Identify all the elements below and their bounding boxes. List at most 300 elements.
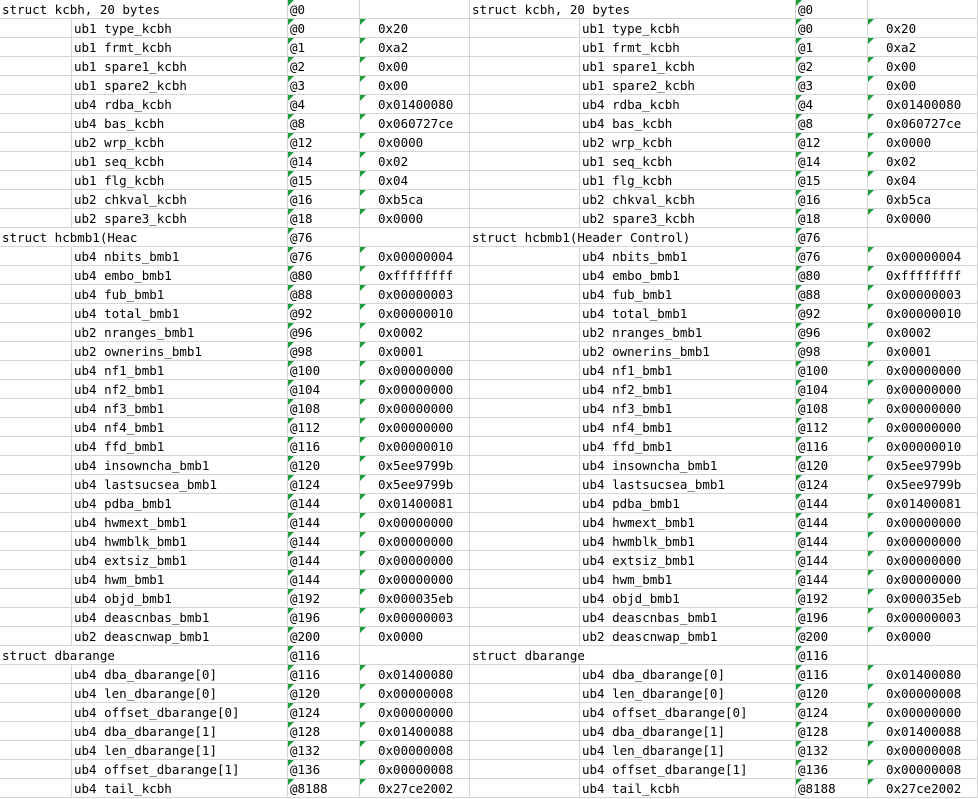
- value-cell[interactable]: 0x0001: [868, 342, 978, 361]
- field-name-cell[interactable]: ub4 dba_dbarange[0]: [72, 665, 288, 684]
- empty-cell[interactable]: [470, 513, 580, 532]
- empty-cell[interactable]: [0, 475, 72, 494]
- empty-cell[interactable]: [470, 437, 580, 456]
- field-name-cell[interactable]: ub4 dba_dbarange[1]: [72, 722, 288, 741]
- empty-cell[interactable]: [0, 741, 72, 760]
- empty-cell[interactable]: [0, 418, 72, 437]
- offset-cell[interactable]: @116: [288, 665, 360, 684]
- empty-cell[interactable]: [470, 323, 580, 342]
- empty-cell[interactable]: [0, 456, 72, 475]
- field-name-cell[interactable]: ub4 len_dbarange[1]: [580, 741, 796, 760]
- value-cell[interactable]: 0x000035eb: [360, 589, 470, 608]
- field-name-cell[interactable]: ub4 offset_dbarange[0]: [72, 703, 288, 722]
- field-name-cell[interactable]: ub1 spare2_kcbh: [580, 76, 796, 95]
- empty-cell[interactable]: [0, 532, 72, 551]
- offset-cell[interactable]: @124: [288, 703, 360, 722]
- offset-cell[interactable]: @136: [288, 760, 360, 779]
- value-cell[interactable]: 0x01400081: [360, 494, 470, 513]
- empty-cell[interactable]: [470, 760, 580, 779]
- empty-cell[interactable]: [470, 304, 580, 323]
- field-name-cell[interactable]: ub4 hwmext_bmb1: [580, 513, 796, 532]
- field-name-cell[interactable]: ub1 spare2_kcbh: [72, 76, 288, 95]
- value-cell[interactable]: 0x04: [360, 171, 470, 190]
- field-name-cell[interactable]: ub2 chkval_kcbh: [580, 190, 796, 209]
- value-cell[interactable]: 0x00000000: [868, 703, 978, 722]
- struct-name-cell[interactable]: struct dbarange: [0, 646, 216, 665]
- offset-cell[interactable]: @88: [288, 285, 360, 304]
- offset-cell[interactable]: @132: [288, 741, 360, 760]
- empty-cell[interactable]: [0, 684, 72, 703]
- value-cell[interactable]: 0x00000000: [360, 703, 470, 722]
- empty-cell[interactable]: [0, 627, 72, 646]
- offset-cell[interactable]: @76: [288, 228, 360, 247]
- value-cell[interactable]: 0x000035eb: [868, 589, 978, 608]
- field-name-cell[interactable]: ub1 flg_kcbh: [580, 171, 796, 190]
- field-name-cell[interactable]: ub4 offset_dbarange[1]: [580, 760, 796, 779]
- offset-cell[interactable]: @128: [796, 722, 868, 741]
- offset-cell[interactable]: @116: [796, 646, 868, 665]
- value-cell[interactable]: 0x00000000: [360, 551, 470, 570]
- field-name-cell[interactable]: ub4 fub_bmb1: [72, 285, 288, 304]
- value-cell[interactable]: 0x20: [360, 19, 470, 38]
- field-name-cell[interactable]: ub2 deascnwap_bmb1: [580, 627, 796, 646]
- empty-cell[interactable]: [0, 57, 72, 76]
- field-name-cell[interactable]: ub4 tail_kcbh: [580, 779, 796, 798]
- empty-cell[interactable]: [470, 342, 580, 361]
- struct-name-cell[interactable]: struct hcbmb1(Header Control): [472, 230, 691, 245]
- value-cell[interactable]: 0x00000003: [360, 285, 470, 304]
- value-cell[interactable]: 0x20: [868, 19, 978, 38]
- value-cell[interactable]: 0x00000000: [360, 418, 470, 437]
- field-name-cell[interactable]: ub4 total_bmb1: [580, 304, 796, 323]
- empty-cell[interactable]: [0, 38, 72, 57]
- empty-cell[interactable]: [470, 19, 580, 38]
- field-name-cell[interactable]: ub1 seq_kcbh: [72, 152, 288, 171]
- offset-cell[interactable]: @108: [288, 399, 360, 418]
- field-name-cell[interactable]: ub4 hwmext_bmb1: [72, 513, 288, 532]
- offset-cell[interactable]: @144: [288, 570, 360, 589]
- value-cell[interactable]: 0x0000: [868, 627, 978, 646]
- field-name-cell[interactable]: ub2 wrp_kcbh: [580, 133, 796, 152]
- offset-cell[interactable]: @116: [796, 437, 868, 456]
- value-cell[interactable]: 0x01400080: [360, 665, 470, 684]
- field-name-cell[interactable]: ub4 dba_dbarange[0]: [580, 665, 796, 684]
- value-cell[interactable]: 0x00000004: [360, 247, 470, 266]
- value-cell[interactable]: 0x00: [360, 76, 470, 95]
- empty-cell[interactable]: [470, 152, 580, 171]
- offset-cell[interactable]: @116: [796, 665, 868, 684]
- offset-cell[interactable]: @116: [288, 646, 360, 665]
- field-name-cell[interactable]: ub2 wrp_kcbh: [72, 133, 288, 152]
- offset-cell[interactable]: @144: [288, 494, 360, 513]
- value-cell[interactable]: 0x0000: [360, 209, 470, 228]
- empty-cell[interactable]: [470, 456, 580, 475]
- value-cell[interactable]: 0x00000000: [868, 532, 978, 551]
- empty-cell[interactable]: [470, 665, 580, 684]
- value-cell[interactable]: 0x00000000: [360, 570, 470, 589]
- field-name-cell[interactable]: ub4 nf1_bmb1: [580, 361, 796, 380]
- empty-cell[interactable]: [470, 285, 580, 304]
- empty-cell[interactable]: [470, 247, 580, 266]
- offset-cell[interactable]: @18: [796, 209, 868, 228]
- value-cell[interactable]: 0x00: [360, 57, 470, 76]
- offset-cell[interactable]: @100: [288, 361, 360, 380]
- offset-cell[interactable]: @2: [796, 57, 868, 76]
- value-cell[interactable]: 0x00000000: [360, 399, 470, 418]
- field-name-cell[interactable]: ub4 nf2_bmb1: [580, 380, 796, 399]
- field-name-cell[interactable]: ub2 nranges_bmb1: [580, 323, 796, 342]
- offset-cell[interactable]: @12: [288, 133, 360, 152]
- field-name-cell[interactable]: ub4 insowncha_bmb1: [72, 456, 288, 475]
- offset-cell[interactable]: @12: [796, 133, 868, 152]
- value-cell[interactable]: 0x00000010: [360, 437, 470, 456]
- empty-cell[interactable]: [0, 285, 72, 304]
- field-name-cell[interactable]: ub4 rdba_kcbh: [580, 95, 796, 114]
- value-cell[interactable]: 0x02: [868, 152, 978, 171]
- empty-cell[interactable]: [0, 342, 72, 361]
- field-name-cell[interactable]: ub2 ownerins_bmb1: [72, 342, 288, 361]
- field-name-cell[interactable]: ub2 spare3_kcbh: [72, 209, 288, 228]
- offset-cell[interactable]: @98: [796, 342, 868, 361]
- offset-cell[interactable]: @120: [288, 684, 360, 703]
- value-cell[interactable]: 0x0000: [868, 133, 978, 152]
- offset-cell[interactable]: @8: [796, 114, 868, 133]
- value-cell[interactable]: 0x5ee9799b: [360, 475, 470, 494]
- value-cell[interactable]: 0x00000010: [868, 304, 978, 323]
- field-name-cell[interactable]: ub4 nf3_bmb1: [580, 399, 796, 418]
- offset-cell[interactable]: @100: [796, 361, 868, 380]
- offset-cell[interactable]: @124: [288, 475, 360, 494]
- field-name-cell[interactable]: ub1 frmt_kcbh: [72, 38, 288, 57]
- offset-cell[interactable]: @8188: [796, 779, 868, 798]
- empty-cell[interactable]: [0, 361, 72, 380]
- value-cell[interactable]: 0x00000000: [868, 380, 978, 399]
- empty-cell[interactable]: [0, 133, 72, 152]
- field-name-cell[interactable]: ub4 extsiz_bmb1: [72, 551, 288, 570]
- field-name-cell[interactable]: ub4 lastsucsea_bmb1: [72, 475, 288, 494]
- value-cell[interactable]: 0x02: [360, 152, 470, 171]
- field-name-cell[interactable]: ub4 objd_bmb1: [580, 589, 796, 608]
- field-name-cell[interactable]: ub4 embo_bmb1: [72, 266, 288, 285]
- empty-cell[interactable]: [470, 266, 580, 285]
- empty-cell[interactable]: [0, 399, 72, 418]
- empty-cell[interactable]: [470, 361, 580, 380]
- offset-cell[interactable]: @8: [288, 114, 360, 133]
- value-cell[interactable]: 0x00: [868, 57, 978, 76]
- value-cell[interactable]: 0x00000000: [360, 513, 470, 532]
- field-name-cell[interactable]: ub4 hwm_bmb1: [580, 570, 796, 589]
- offset-cell[interactable]: @108: [796, 399, 868, 418]
- empty-cell[interactable]: [470, 589, 580, 608]
- value-cell[interactable]: 0x00000000: [360, 361, 470, 380]
- field-name-cell[interactable]: ub4 nbits_bmb1: [580, 247, 796, 266]
- value-cell[interactable]: 0x00000000: [868, 551, 978, 570]
- field-name-cell[interactable]: ub4 hwmblk_bmb1: [72, 532, 288, 551]
- field-name-cell[interactable]: ub4 hwmblk_bmb1: [580, 532, 796, 551]
- offset-cell[interactable]: @15: [288, 171, 360, 190]
- value-cell[interactable]: 0xffffffff: [360, 266, 470, 285]
- value-cell[interactable]: 0x00000000: [360, 532, 470, 551]
- empty-cell[interactable]: [470, 551, 580, 570]
- empty-cell[interactable]: [470, 570, 580, 589]
- field-name-cell[interactable]: ub4 deascnbas_bmb1: [580, 608, 796, 627]
- offset-cell[interactable]: @200: [288, 627, 360, 646]
- field-name-cell[interactable]: ub4 bas_kcbh: [72, 114, 288, 133]
- empty-cell[interactable]: [360, 228, 470, 247]
- offset-cell[interactable]: @104: [288, 380, 360, 399]
- field-name-cell[interactable]: ub4 nbits_bmb1: [72, 247, 288, 266]
- field-name-cell[interactable]: ub4 dba_dbarange[1]: [580, 722, 796, 741]
- empty-cell[interactable]: [470, 779, 580, 798]
- offset-cell[interactable]: @124: [796, 475, 868, 494]
- empty-cell[interactable]: [0, 551, 72, 570]
- value-cell[interactable]: 0x01400080: [868, 665, 978, 684]
- offset-cell[interactable]: @132: [796, 741, 868, 760]
- field-name-cell[interactable]: ub4 rdba_kcbh: [72, 95, 288, 114]
- empty-cell[interactable]: [470, 532, 580, 551]
- value-cell[interactable]: 0x00000008: [360, 741, 470, 760]
- value-cell[interactable]: 0x00: [868, 76, 978, 95]
- value-cell[interactable]: 0x27ce2002: [360, 779, 470, 798]
- value-cell[interactable]: 0x00000000: [868, 513, 978, 532]
- value-cell[interactable]: 0x00000003: [868, 608, 978, 627]
- offset-cell[interactable]: @18: [288, 209, 360, 228]
- empty-cell[interactable]: [470, 76, 580, 95]
- value-cell[interactable]: 0x5ee9799b: [868, 456, 978, 475]
- empty-cell[interactable]: [868, 646, 978, 665]
- empty-cell[interactable]: [0, 513, 72, 532]
- offset-cell[interactable]: @136: [796, 760, 868, 779]
- empty-cell[interactable]: [0, 266, 72, 285]
- value-cell[interactable]: 0x00000004: [868, 247, 978, 266]
- empty-cell[interactable]: [0, 323, 72, 342]
- empty-cell[interactable]: [470, 399, 580, 418]
- offset-cell[interactable]: @4: [796, 95, 868, 114]
- value-cell[interactable]: 0x5ee9799b: [360, 456, 470, 475]
- field-name-cell[interactable]: ub1 spare1_kcbh: [72, 57, 288, 76]
- offset-cell[interactable]: @92: [288, 304, 360, 323]
- value-cell[interactable]: 0x27ce2002: [868, 779, 978, 798]
- offset-cell[interactable]: @76: [796, 247, 868, 266]
- empty-cell[interactable]: [470, 494, 580, 513]
- offset-cell[interactable]: @144: [796, 494, 868, 513]
- offset-cell[interactable]: @92: [796, 304, 868, 323]
- offset-cell[interactable]: @120: [796, 456, 868, 475]
- empty-cell[interactable]: [0, 76, 72, 95]
- empty-cell[interactable]: [0, 171, 72, 190]
- field-name-cell[interactable]: ub1 spare1_kcbh: [580, 57, 796, 76]
- value-cell[interactable]: 0x060727ce: [360, 114, 470, 133]
- empty-cell[interactable]: [470, 741, 580, 760]
- empty-cell[interactable]: [470, 57, 580, 76]
- field-name-cell[interactable]: ub4 embo_bmb1: [580, 266, 796, 285]
- field-name-cell[interactable]: ub2 chkval_kcbh: [72, 190, 288, 209]
- offset-cell[interactable]: @96: [796, 323, 868, 342]
- offset-cell[interactable]: @144: [796, 551, 868, 570]
- offset-cell[interactable]: @98: [288, 342, 360, 361]
- offset-cell[interactable]: @0: [796, 0, 868, 19]
- value-cell[interactable]: 0x01400081: [868, 494, 978, 513]
- offset-cell[interactable]: @200: [796, 627, 868, 646]
- field-name-cell[interactable]: ub4 len_dbarange[1]: [72, 741, 288, 760]
- field-name-cell[interactable]: ub4 pdba_bmb1: [72, 494, 288, 513]
- empty-cell[interactable]: [470, 171, 580, 190]
- field-name-cell[interactable]: ub4 total_bmb1: [72, 304, 288, 323]
- offset-cell[interactable]: @80: [796, 266, 868, 285]
- offset-cell[interactable]: @192: [288, 589, 360, 608]
- value-cell[interactable]: 0x00000000: [868, 418, 978, 437]
- offset-cell[interactable]: @14: [288, 152, 360, 171]
- field-name-cell[interactable]: ub1 type_kcbh: [580, 19, 796, 38]
- field-name-cell[interactable]: ub2 spare3_kcbh: [580, 209, 796, 228]
- field-name-cell[interactable]: ub4 len_dbarange[0]: [580, 684, 796, 703]
- empty-cell[interactable]: [0, 304, 72, 323]
- empty-cell[interactable]: [470, 380, 580, 399]
- empty-cell[interactable]: [0, 703, 72, 722]
- value-cell[interactable]: 0x00000000: [360, 380, 470, 399]
- value-cell[interactable]: 0x00000010: [868, 437, 978, 456]
- empty-cell[interactable]: [470, 133, 580, 152]
- empty-cell[interactable]: [470, 722, 580, 741]
- field-name-cell[interactable]: ub2 deascnwap_bmb1: [72, 627, 288, 646]
- empty-cell[interactable]: [0, 589, 72, 608]
- empty-cell[interactable]: [470, 114, 580, 133]
- struct-name-cell[interactable]: struct hcbmb1(Heac: [0, 228, 216, 247]
- value-cell[interactable]: 0x0000: [360, 133, 470, 152]
- empty-cell[interactable]: [470, 95, 580, 114]
- empty-cell[interactable]: [470, 475, 580, 494]
- empty-cell[interactable]: [0, 437, 72, 456]
- value-cell[interactable]: 0x060727ce: [868, 114, 978, 133]
- empty-cell[interactable]: [470, 684, 580, 703]
- empty-cell[interactable]: [0, 665, 72, 684]
- value-cell[interactable]: 0x00000008: [868, 760, 978, 779]
- offset-cell[interactable]: @1: [796, 38, 868, 57]
- struct-name-cell[interactable]: struct kcbh, 20 bytes: [470, 0, 686, 19]
- offset-cell[interactable]: @1: [288, 38, 360, 57]
- empty-cell[interactable]: [470, 703, 580, 722]
- field-name-cell[interactable]: ub4 lastsucsea_bmb1: [580, 475, 796, 494]
- value-cell[interactable]: 0xb5ca: [360, 190, 470, 209]
- empty-cell[interactable]: [470, 38, 580, 57]
- value-cell[interactable]: 0xa2: [868, 38, 978, 57]
- offset-cell[interactable]: @116: [288, 437, 360, 456]
- empty-cell[interactable]: [470, 627, 580, 646]
- value-cell[interactable]: 0x00000008: [360, 684, 470, 703]
- empty-cell[interactable]: [0, 247, 72, 266]
- field-name-cell[interactable]: ub4 ffd_bmb1: [580, 437, 796, 456]
- value-cell[interactable]: 0x01400080: [360, 95, 470, 114]
- value-cell[interactable]: 0xa2: [360, 38, 470, 57]
- empty-cell[interactable]: [0, 190, 72, 209]
- offset-cell[interactable]: @144: [288, 551, 360, 570]
- value-cell[interactable]: 0x00000003: [360, 608, 470, 627]
- offset-cell[interactable]: @0: [796, 19, 868, 38]
- offset-cell[interactable]: @3: [288, 76, 360, 95]
- empty-cell[interactable]: [0, 114, 72, 133]
- offset-cell[interactable]: @3: [796, 76, 868, 95]
- offset-cell[interactable]: @196: [288, 608, 360, 627]
- value-cell[interactable]: 0x01400088: [360, 722, 470, 741]
- value-cell[interactable]: 0xb5ca: [868, 190, 978, 209]
- offset-cell[interactable]: @112: [288, 418, 360, 437]
- empty-cell[interactable]: [0, 152, 72, 171]
- field-name-cell[interactable]: ub1 flg_kcbh: [72, 171, 288, 190]
- field-name-cell[interactable]: ub1 type_kcbh: [72, 19, 288, 38]
- field-name-cell[interactable]: ub4 tail_kcbh: [72, 779, 288, 798]
- empty-cell[interactable]: [0, 380, 72, 399]
- offset-cell[interactable]: @4: [288, 95, 360, 114]
- offset-cell[interactable]: @192: [796, 589, 868, 608]
- field-name-cell[interactable]: ub4 hwm_bmb1: [72, 570, 288, 589]
- value-cell[interactable]: 0x01400080: [868, 95, 978, 114]
- field-name-cell[interactable]: ub1 seq_kcbh: [580, 152, 796, 171]
- empty-cell[interactable]: [0, 779, 72, 798]
- field-name-cell[interactable]: ub4 nf4_bmb1: [72, 418, 288, 437]
- offset-cell[interactable]: @8188: [288, 779, 360, 798]
- field-name-cell[interactable]: ub4 pdba_bmb1: [580, 494, 796, 513]
- field-name-cell[interactable]: ub4 nf4_bmb1: [580, 418, 796, 437]
- field-name-cell[interactable]: ub4 bas_kcbh: [580, 114, 796, 133]
- empty-cell[interactable]: [0, 760, 72, 779]
- empty-cell[interactable]: [470, 608, 580, 627]
- value-cell[interactable]: 0x00000008: [360, 760, 470, 779]
- value-cell[interactable]: 0x00000008: [868, 741, 978, 760]
- offset-cell[interactable]: @144: [288, 513, 360, 532]
- struct-name-cell[interactable]: struct kcbh, 20 bytes: [0, 0, 216, 19]
- offset-cell[interactable]: @112: [796, 418, 868, 437]
- offset-cell[interactable]: @16: [796, 190, 868, 209]
- value-cell[interactable]: 0x00000000: [868, 570, 978, 589]
- offset-cell[interactable]: @196: [796, 608, 868, 627]
- empty-cell[interactable]: [0, 95, 72, 114]
- field-name-cell[interactable]: ub4 nf2_bmb1: [72, 380, 288, 399]
- value-cell[interactable]: 0x0002: [868, 323, 978, 342]
- offset-cell[interactable]: @80: [288, 266, 360, 285]
- field-name-cell[interactable]: ub4 len_dbarange[0]: [72, 684, 288, 703]
- field-name-cell[interactable]: ub2 ownerins_bmb1: [580, 342, 796, 361]
- field-name-cell[interactable]: ub4 insowncha_bmb1: [580, 456, 796, 475]
- value-cell[interactable]: 0x01400088: [868, 722, 978, 741]
- offset-cell[interactable]: @16: [288, 190, 360, 209]
- offset-cell[interactable]: @144: [796, 513, 868, 532]
- offset-cell[interactable]: @15: [796, 171, 868, 190]
- value-cell[interactable]: 0x5ee9799b: [868, 475, 978, 494]
- empty-cell[interactable]: [868, 228, 978, 247]
- field-name-cell[interactable]: ub4 nf3_bmb1: [72, 399, 288, 418]
- offset-cell[interactable]: @2: [288, 57, 360, 76]
- offset-cell[interactable]: @0: [288, 19, 360, 38]
- empty-cell[interactable]: [0, 494, 72, 513]
- empty-cell[interactable]: [470, 209, 580, 228]
- empty-cell[interactable]: [868, 0, 978, 19]
- offset-cell[interactable]: @128: [288, 722, 360, 741]
- offset-cell[interactable]: @144: [288, 532, 360, 551]
- offset-cell[interactable]: @76: [288, 247, 360, 266]
- value-cell[interactable]: 0x04: [868, 171, 978, 190]
- offset-cell[interactable]: @124: [796, 703, 868, 722]
- value-cell[interactable]: 0x00000000: [868, 399, 978, 418]
- field-name-cell[interactable]: ub4 offset_dbarange[0]: [580, 703, 796, 722]
- offset-cell[interactable]: @76: [796, 228, 868, 247]
- offset-cell[interactable]: @120: [796, 684, 868, 703]
- empty-cell[interactable]: [0, 722, 72, 741]
- empty-cell[interactable]: [0, 608, 72, 627]
- value-cell[interactable]: 0x00000008: [868, 684, 978, 703]
- field-name-cell[interactable]: ub4 fub_bmb1: [580, 285, 796, 304]
- value-cell[interactable]: 0x0001: [360, 342, 470, 361]
- value-cell[interactable]: 0x00000000: [868, 361, 978, 380]
